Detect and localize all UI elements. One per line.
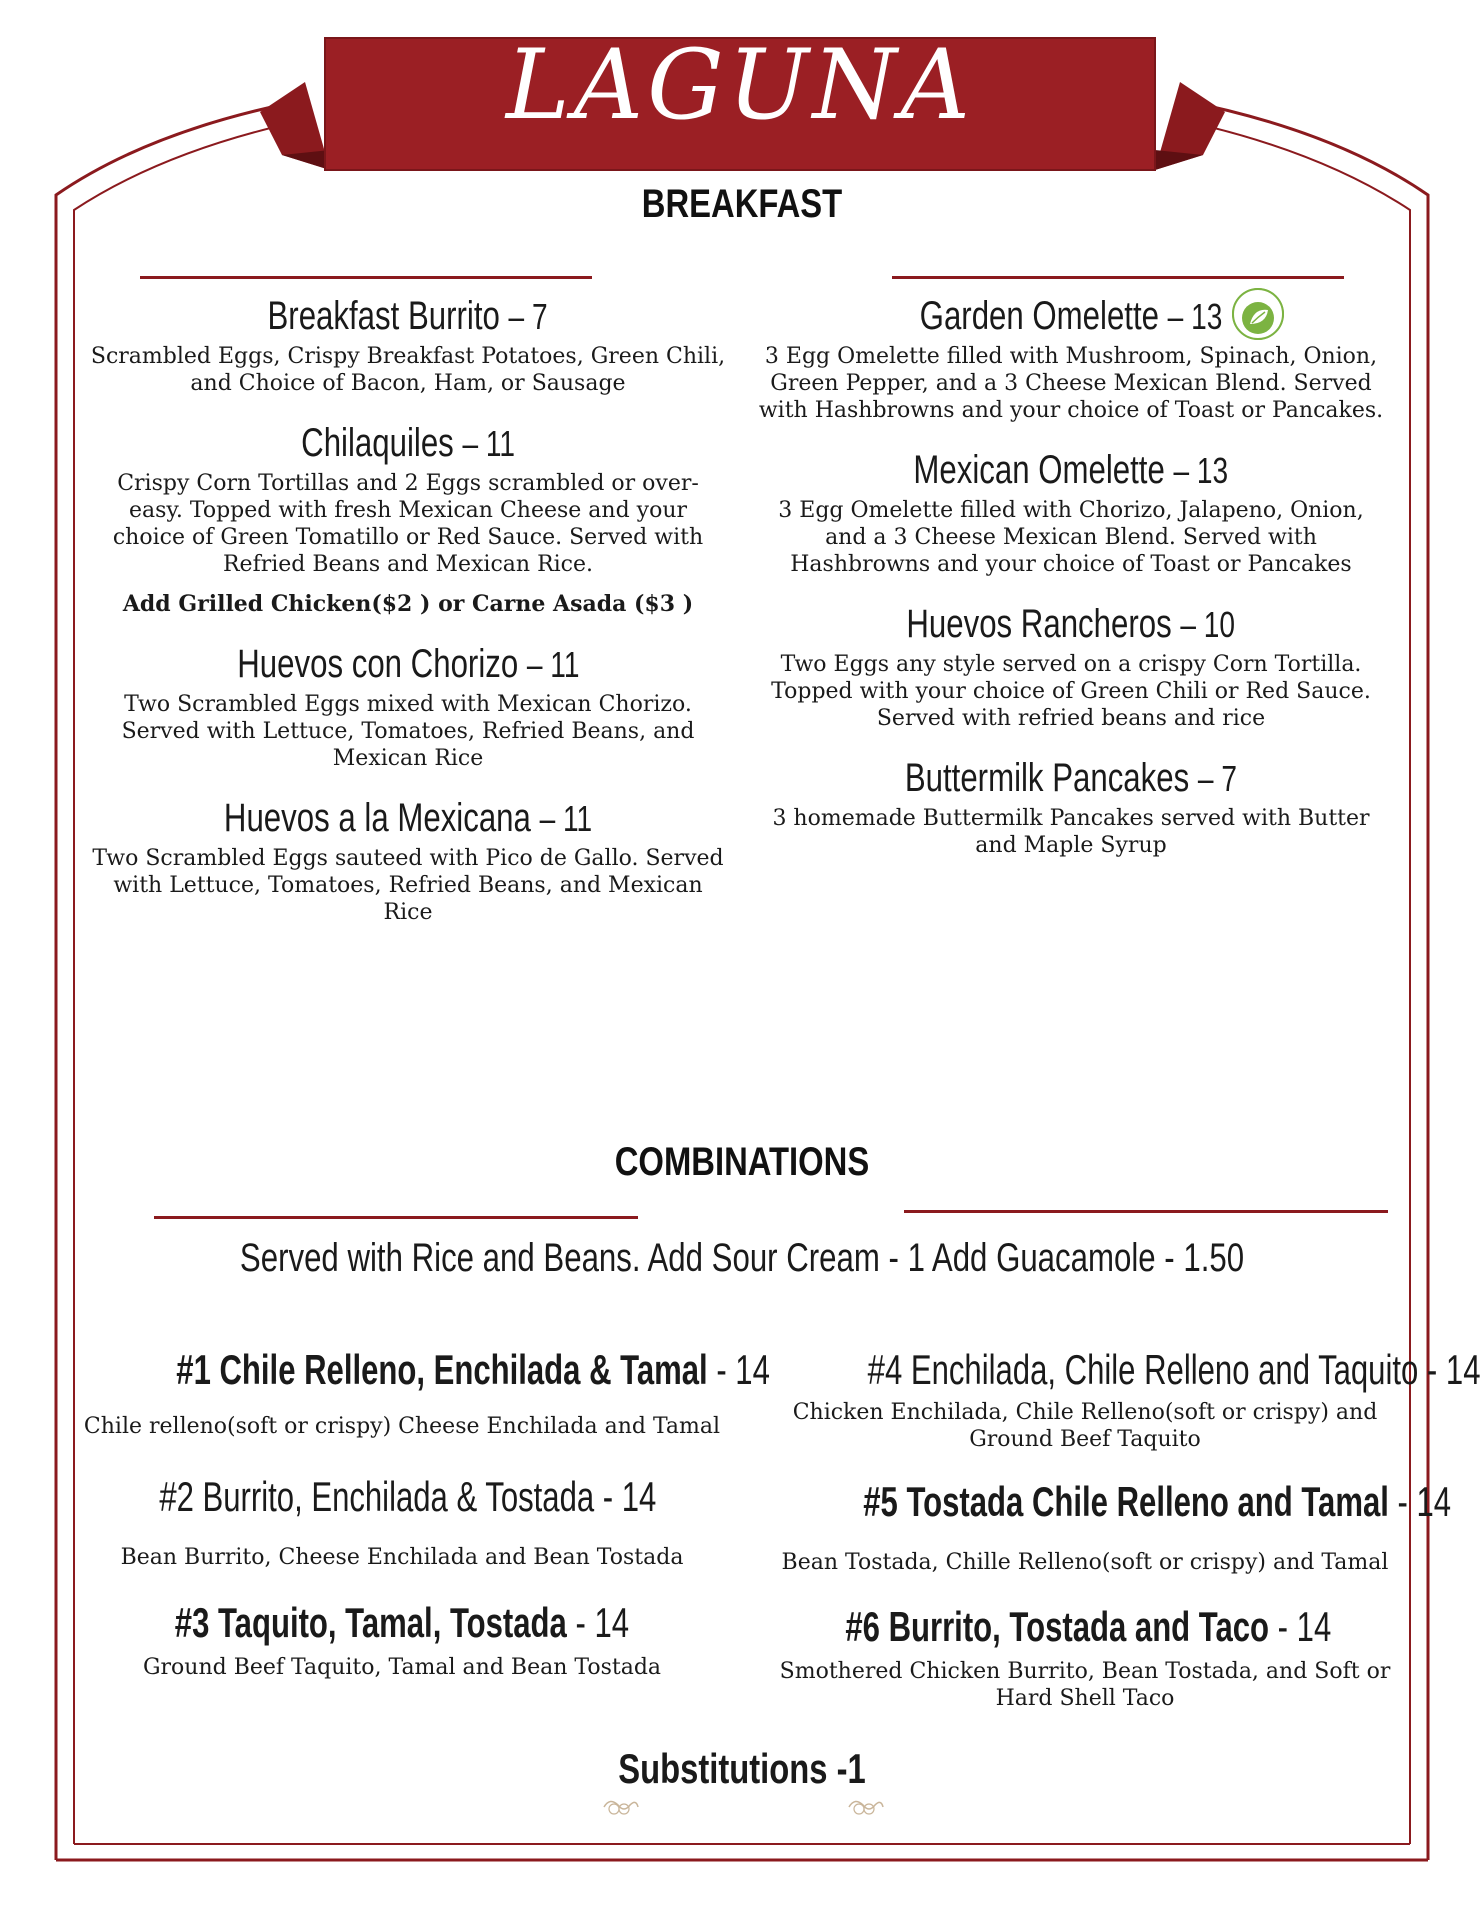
item-description: 3 Egg Omelette filled with Chorizo, Jalapeno, Onion, and a 3 Cheese Mexican Blend. Served with Hashbrowns and your choice of Toast or Pancakes — [778, 498, 1364, 577]
combo-title: #2 Burrito, Enchilada & Tostada - 14 — [159, 1473, 657, 1520]
menu-item — [82, 419, 734, 618]
breakfast-heading: BREAKFAST — [641, 182, 843, 226]
combo-description: Bean Burrito, Cheese Enchilada and Bean Tostada — [120, 1545, 684, 1570]
combo-description: Ground Beef Taquito, Tamal and Bean Tostada — [142, 1655, 662, 1680]
item-title: Buttermilk Pancakes – 7 — [904, 756, 1238, 800]
menu-item — [748, 754, 1394, 859]
item-title: Breakfast Burrito – 7 — [267, 294, 549, 338]
restaurant-logo: LAGUNA — [506, 29, 974, 141]
item-description: 3 Egg Omelette filled with Mushroom, Spinach, Onion, Green Pepper, and a 3 Cheese Mexican Blend. Served with Hashbrowns and your choice of Toast or Pancakes. — [758, 344, 1384, 423]
combo-item — [760, 1345, 1481, 1453]
item-description: Two Scrambled Eggs mixed with Mexican Chorizo. Served with Lettuce, Tomatoes, Refried Beans, and Mexican Rice — [121, 692, 695, 771]
combo-item — [72, 1598, 732, 1681]
menu-item — [82, 292, 734, 397]
menu-item — [748, 292, 1394, 424]
combo-description: Bean Tostada, Chille Relleno(soft or crispy) and Tamal — [781, 1550, 1389, 1575]
item-title: Mexican Omelette – 13 — [913, 448, 1229, 492]
divider-left — [154, 1216, 638, 1219]
combo-title: #6 Burrito, Tostada and Taco - 14 — [845, 1603, 1332, 1650]
combo-title: #1 Chile Relleno, Enchilada & Tamal - 14 — [176, 1346, 770, 1393]
menu-item — [82, 794, 734, 926]
substitutions-note: Substitutions -1 — [618, 1745, 866, 1792]
menu-item — [748, 446, 1394, 578]
combo-description: Chile relleno(soft or crispy) Cheese Enchilada and Tamal — [83, 1414, 721, 1439]
item-title: Chilaquiles – 11 — [301, 421, 515, 465]
flourish-ornament-icon — [600, 1795, 640, 1819]
combinations-heading: COMBINATIONS — [614, 1140, 870, 1184]
item-description: Two Eggs any style served on a crispy Corn Tortilla. Topped with your choice of Green Chili or Red Sauce. Served with refried beans and rice — [771, 652, 1371, 731]
combo-title: #3 Taquito, Tamal, Tostada - 14 — [174, 1599, 630, 1646]
combo-item — [760, 1477, 1452, 1576]
combo-description: Chicken Enchilada, Chile Relleno(soft or crispy) and Ground Beef Taquito — [792, 1400, 1378, 1452]
breakfast-left-column — [82, 292, 734, 948]
breakfast-right-column — [748, 292, 1394, 881]
item-description: 3 homemade Buttermilk Pancakes served with Butter and Maple Syrup — [772, 806, 1370, 858]
combo-item — [760, 1602, 1410, 1712]
item-title: Huevos Rancheros – 10 — [906, 602, 1236, 646]
combo-description: Smothered Chicken Burrito, Bean Tostada, and Soft or Hard Shell Taco — [779, 1659, 1391, 1711]
combo-title: #5 Tostada Chile Relleno and Tamal - 14 — [863, 1478, 1452, 1525]
item-title: Garden Omelette – 13 — [919, 294, 1223, 338]
item-description: Two Scrambled Eggs sauteed with Pico de Gallo. Served with Lettuce, Tomatoes, Refried Beans, and Mexican Rice — [92, 846, 724, 925]
item-title: Huevos con Chorizo – 11 — [236, 642, 580, 686]
divider-right — [904, 1210, 1388, 1213]
combo-title: #4 Enchilada, Chile Relleno and Taquito - 14 — [867, 1346, 1481, 1393]
vegetarian-badge-icon — [1232, 288, 1284, 340]
divider-right — [892, 276, 1344, 279]
item-addon: Add Grilled Chicken($2 ) or Carne Asada ($3 ) — [122, 591, 694, 617]
menu-item — [82, 640, 734, 772]
divider-left — [140, 276, 592, 279]
menu-item — [748, 600, 1394, 732]
combo-item — [72, 1345, 770, 1440]
item-description: Crispy Corn Tortillas and 2 Eggs scrambled or over-easy. Topped with fresh Mexican Cheese and your choice of Green Tomatillo or Red Sauce. Served with Refried Beans and Mexican Rice. — [112, 471, 704, 577]
combo-item — [72, 1472, 732, 1571]
item-title: Huevos a la Mexicana – 11 — [223, 796, 593, 840]
flourish-ornament-icon — [845, 1795, 885, 1819]
item-description: Scrambled Eggs, Crispy Breakfast Potatoes, Green Chili, and Choice of Bacon, Ham, or Sausage — [90, 344, 726, 396]
combinations-note: Served with Rice and Beans. Add Sour Cream - 1 Add Guacamole - 1.50 — [239, 1236, 1245, 1280]
